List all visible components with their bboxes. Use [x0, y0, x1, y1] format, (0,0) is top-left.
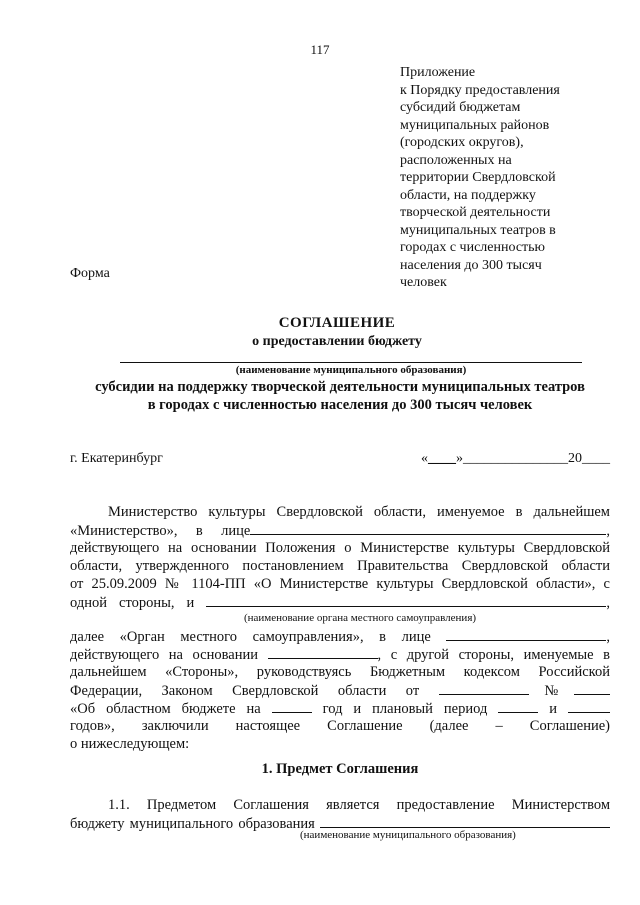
section1-caption: (наименование муниципального образования) [300, 829, 516, 841]
body-text: от 25.09.2009 № 1104-ПП «О Министерстве культуры Свердловской области», с [70, 576, 610, 592]
section1-paragraph [70, 796, 610, 832]
date-open-quote: « [421, 451, 428, 466]
body-line [70, 611, 610, 627]
body-text: «Орган [119, 629, 165, 645]
section1-municipality-blank[interactable] [320, 814, 610, 828]
date-day-blank[interactable]: ____ [428, 451, 456, 466]
municipality-caption: (наименование муниципального образования) [235, 364, 467, 376]
body-text: Министерство культуры Свердловской области, именуемое в дальнейшем [108, 504, 610, 520]
body-text: , с другой стороны, именуемые в [377, 647, 610, 663]
body-text: лице [401, 629, 431, 645]
body-text: лице [221, 523, 251, 539]
body-text: в [195, 523, 203, 539]
appendix-line: территории Свердловской [400, 170, 556, 185]
body-text: бюджету муниципального образования [70, 816, 315, 832]
date-year-blank[interactable]: ____ [582, 451, 610, 466]
body-line [70, 645, 610, 663]
date-month-blank[interactable]: _______________ [463, 451, 568, 466]
section-heading: 1. Предмет Соглашения [261, 761, 419, 777]
body-line [70, 717, 610, 735]
budget-year-blank[interactable] [272, 699, 312, 713]
body-text: Федерации, [70, 683, 143, 699]
form-label: Форма [70, 266, 110, 281]
body-text: Свердловской [232, 683, 319, 699]
body-text: далее [70, 629, 105, 645]
body-text: (далее – Соглашение) [429, 718, 610, 734]
organ-representative-blank[interactable] [446, 627, 606, 641]
law-number-blank[interactable] [574, 681, 610, 695]
organ-caption: (наименование органа местного самоуправления) [243, 612, 477, 624]
body-line [70, 699, 610, 717]
appendix-block [400, 64, 600, 292]
date-line [421, 451, 610, 467]
body-text: действующего на основании Положения о Министерстве культуры Свердловской [70, 540, 610, 556]
body-text: Законом [161, 683, 213, 699]
body-text: и [549, 701, 558, 717]
appendix-line: человек [400, 275, 447, 290]
body-text: , [606, 523, 610, 539]
body-text: местного [180, 629, 237, 645]
body-text: от [405, 683, 420, 699]
body-line [70, 503, 610, 521]
body-text: «Об областном бюджете на [70, 701, 261, 717]
body-text: «Министерство», [70, 523, 178, 539]
appendix-line: муниципальных театров в [400, 222, 556, 238]
body-text: в [379, 629, 387, 645]
body-text: действующего на основании [70, 647, 258, 663]
document-title: СОГЛАШЕНИЕ [278, 315, 396, 331]
local-government-blank[interactable] [206, 593, 606, 607]
organ-basis-blank[interactable] [268, 645, 378, 659]
body-text: о нижеследующем: [70, 736, 190, 752]
body-line [70, 796, 610, 814]
subsidy-title [70, 378, 610, 414]
city-name: г. Екатеринбург [70, 451, 163, 466]
body-line [70, 735, 610, 753]
planning-year1-blank[interactable] [498, 699, 538, 713]
appendix-line: субсидий бюджетам [400, 100, 521, 115]
appendix-line: (городских округов), [400, 135, 524, 150]
appendix-line: расположенных на [400, 152, 512, 168]
appendix-line: населения до 300 тысяч [400, 257, 542, 273]
document-subtitle: о предоставлении бюджету [252, 334, 422, 349]
law-date-blank[interactable] [439, 681, 529, 695]
body-text: годов», [70, 718, 115, 734]
body-text: области [337, 683, 387, 699]
subsidy-title-line: субсидии на поддержку творческой деятельности муниципальных театров [95, 379, 585, 395]
body-text: № [528, 683, 575, 699]
body-text: , [606, 629, 611, 645]
municipality-blank-line [120, 362, 582, 363]
appendix-line: Приложение [400, 65, 476, 80]
appendix-line: муниципальных районов [400, 117, 550, 133]
body-line [70, 663, 610, 681]
planning-year2-blank[interactable] [568, 699, 610, 713]
appendix-line: городах с численностью [400, 240, 545, 255]
appendix-line: к Порядку предоставления [400, 82, 560, 98]
date-close-quote: » [456, 451, 463, 466]
body-text: дальнейшем «Стороны», руководствуясь Бюджетным кодексом Российской [70, 664, 610, 680]
subsidy-title-line: в городах с численностью населения до 300 тысяч человек [147, 397, 533, 413]
body-text: одной стороны, и [70, 595, 195, 611]
body-line [70, 539, 610, 557]
body-text: 1.1. Предметом Соглашения является предоставление Министерством [108, 797, 610, 813]
body-line [70, 593, 610, 611]
body-line [70, 627, 610, 645]
body-text: области, утвержденного постановлением Правительства Свердловской области [70, 558, 610, 574]
agreement-body [70, 503, 610, 753]
body-text: настоящее [235, 718, 301, 734]
body-line [70, 557, 610, 575]
body-text: год и плановый период [322, 701, 488, 717]
body-line [70, 681, 610, 699]
date-year-prefix: 20 [568, 451, 582, 466]
body-text: заключили [141, 718, 209, 734]
body-text: самоуправления», [252, 629, 364, 645]
page-number: 117 [310, 42, 330, 57]
body-text: , [606, 595, 610, 611]
appendix-line: области, на поддержку [400, 187, 536, 203]
body-line [70, 575, 610, 593]
minister-representative-blank[interactable] [250, 521, 606, 535]
body-text: Соглашение [327, 718, 403, 734]
body-line [70, 521, 610, 539]
appendix-line: творческой деятельности [400, 205, 551, 220]
